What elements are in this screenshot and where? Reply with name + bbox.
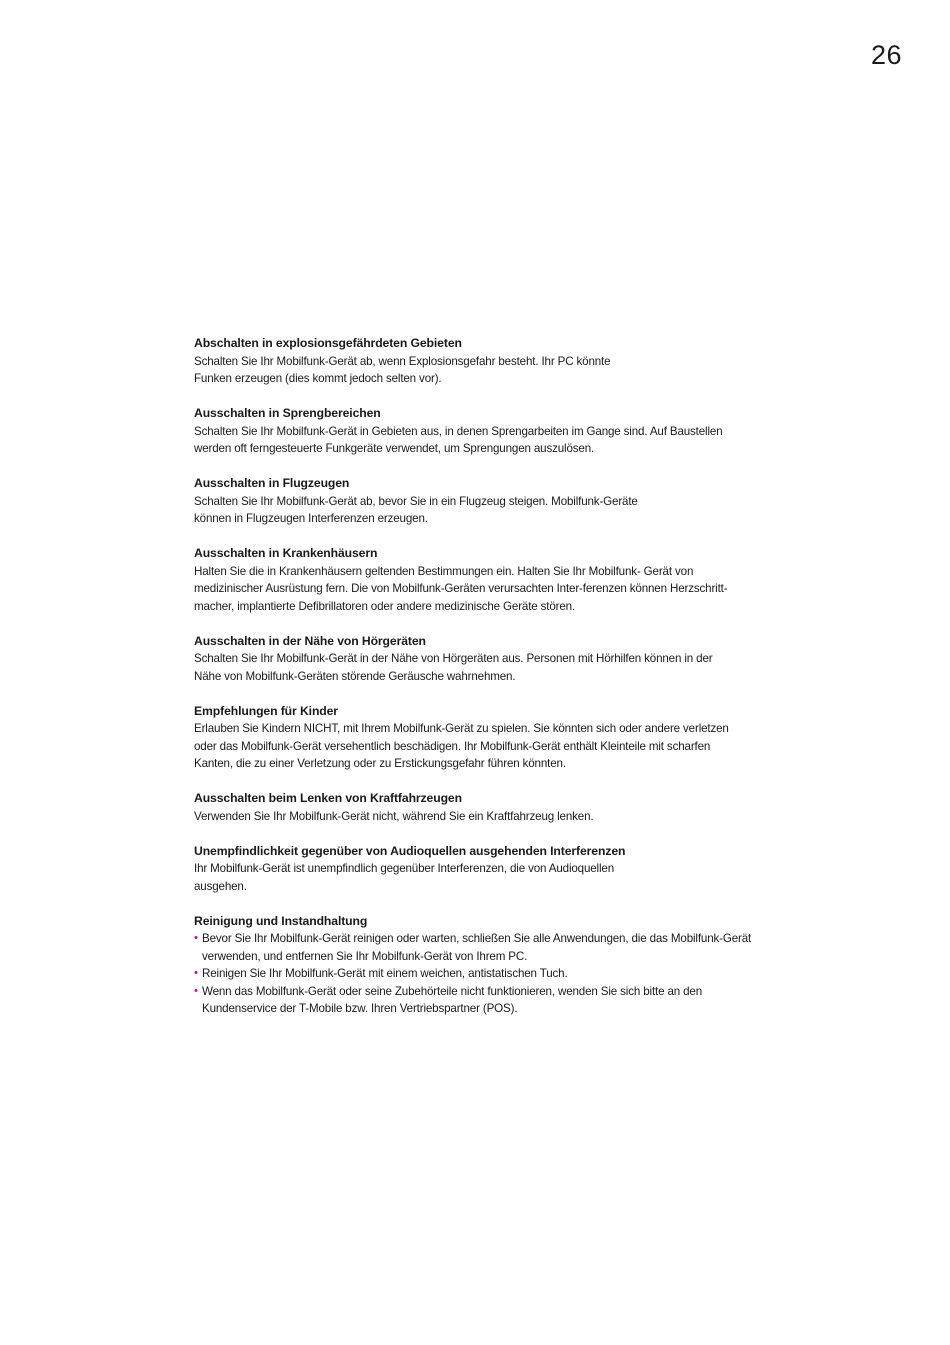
list-item [194, 930, 754, 965]
text-line: Kanten, die zu einer Verletzung oder zu Erstickungsgefahr führen könnten. [194, 757, 566, 770]
text-line: Schalten Sie Ihr Mobilfunk-Gerät in Gebieten aus, in denen Sprengarbeiten im Gange sind. Auf Baustellen [194, 424, 723, 438]
text-line: Schalten Sie Ihr Mobilfunk-Gerät ab, bevor Sie in ein Flugzeug steigen. Mobilfunk-Geräte [194, 494, 638, 508]
text-line: verwenden, und entfernen Sie Ihr Mobilfunk-Gerät von Ihrem PC. [202, 949, 528, 963]
section-heading: Ausschalten in der Nähe von Hörgeräten [194, 633, 426, 648]
text-line: Nähe von Mobilfunk-Geräten störende Geräusche wahrnehmen. [194, 669, 516, 683]
section-text [194, 720, 754, 773]
section-heading: Empfehlungen für Kinder [194, 703, 338, 718]
section-hospitals [194, 545, 754, 615]
section-driving [194, 790, 754, 825]
section-text [194, 563, 754, 616]
section-audio-interference [194, 843, 754, 896]
text-line: Wenn das Mobilfunk-Gerät oder seine Zubehörteile nicht funktionieren, wenden Sie sich bitte an den [202, 984, 703, 998]
section-heading: Ausschalten beim Lenken von Kraftfahrzeugen [194, 791, 462, 805]
text-line: werden oft ferngesteuerte Funkgeräte verwendet, um Sprengungen auszulösen. [194, 442, 595, 455]
section-text [194, 650, 754, 685]
section-heading: Abschalten in explosionsgefährdeten Gebieten [194, 336, 462, 350]
section-maintenance [194, 913, 754, 1018]
bullet-icon: • [194, 932, 198, 944]
text-line: Erlauben Sie Kindern NICHT, mit Ihrem Mobilfunk-Gerät zu spielen. Sie könnten sich oder andere verletzen [194, 722, 729, 735]
section-blasting [194, 405, 754, 458]
text-line: Reinigen Sie Ihr Mobilfunk-Gerät mit einem weichen, antistatischen Tuch. [202, 967, 568, 980]
bullet-icon: • [194, 967, 198, 979]
page-number: 26 [870, 40, 902, 70]
list-item [194, 983, 754, 1018]
text-line: können in Flugzeugen Interferenzen erzeugen. [194, 512, 428, 525]
text-line: Verwenden Sie Ihr Mobilfunk-Gerät nicht, während Sie ein Kraftfahrzeug lenken. [194, 809, 594, 823]
text-line: Halten Sie die in Krankenhäusern geltenden Bestimmungen ein. Halten Sie Ihr Mobilfunk- Gerät von [194, 564, 694, 578]
section-heading: Ausschalten in Krankenhäusern [194, 546, 378, 560]
text-line: Ihr Mobilfunk-Gerät ist unempfindlich gegenüber Interferenzen, die von Audioquellen [194, 862, 615, 875]
section-hearing-aids [194, 633, 754, 686]
text-line: macher, implantierte Defibrillatoren oder andere medizinische Geräte stören. [194, 599, 576, 613]
section-aircraft [194, 475, 754, 528]
text-line: Schalten Sie Ihr Mobilfunk-Gerät ab, wenn Explosionsgefahr besteht. Ihr PC könnte [194, 354, 611, 368]
section-heading: Unempfindlichkeit gegenüber von Audioquellen ausgehenden Interferenzen [194, 843, 626, 858]
text-line: oder das Mobilfunk-Gerät versehentlich beschädigen. Ihr Mobilfunk-Gerät enthält Kleinteile mit scharfen [194, 739, 711, 753]
text-line: ausgehen. [194, 879, 247, 893]
text-line: Kundenservice der T-Mobile bzw. Ihren Vertriebspartner (POS). [202, 1002, 518, 1015]
section-text [194, 423, 754, 458]
text-line: Funken erzeugen (dies kommt jedoch selten vor). [194, 372, 442, 385]
text-line: Bevor Sie Ihr Mobilfunk-Gerät reinigen oder warten, schließen Sie alle Anwendungen, die das Mobilfunk-Gerät [202, 932, 752, 945]
section-heading: Ausschalten in Sprengbereichen [194, 406, 381, 420]
maintenance-list [194, 930, 754, 1018]
section-heading: Reinigung und Instandhaltung [194, 913, 368, 928]
section-heading: Ausschalten in Flugzeugen [194, 476, 350, 490]
text-line: Schalten Sie Ihr Mobilfunk-Gerät in der Nähe von Hörgeräten aus. Personen mit Hörhilfen können in der [194, 652, 713, 665]
bullet-icon: • [194, 984, 198, 997]
section-text [194, 808, 754, 826]
section-text [194, 493, 754, 528]
section-text [194, 860, 754, 895]
text-line: medizinischer Ausrüstung fern. Die von Mobilfunk-Geräten verursachten Inter-ferenzen können Herzschritt- [194, 582, 728, 595]
document-body [194, 335, 754, 1035]
section-text [194, 353, 754, 388]
section-explosion [194, 335, 754, 388]
list-item [194, 965, 754, 983]
section-children [194, 703, 754, 773]
